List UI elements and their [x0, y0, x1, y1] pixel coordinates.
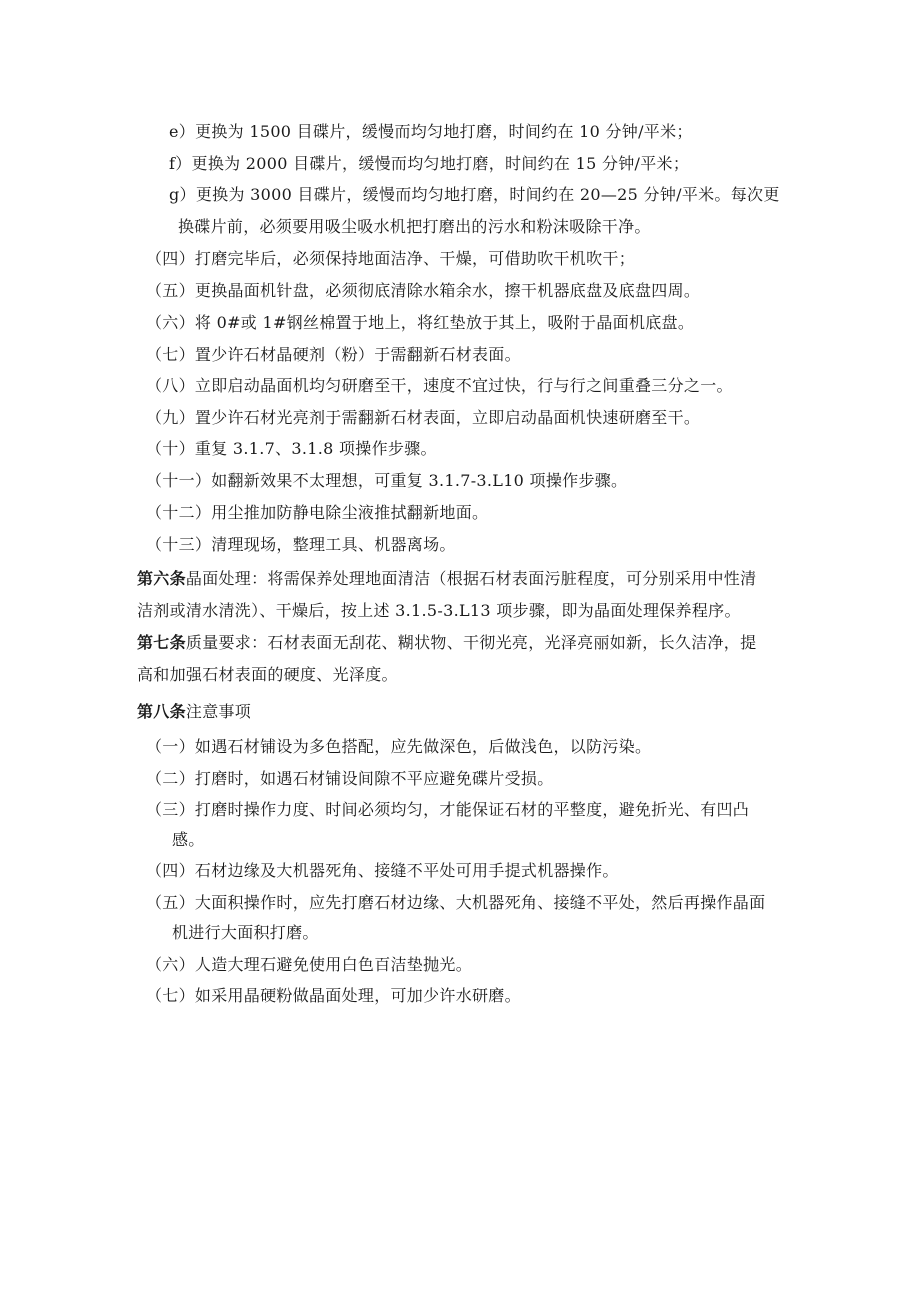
step-g: g）更换为 3000 目碟片，缓慢而均匀地打磨，时间约在 20—25 分钟/平米。每次更	[169, 185, 780, 204]
step-11: （十一）如翻新效果不太理想，可重复 3.1.7-3.L10 项操作步骤。	[146, 471, 628, 490]
note-3: （三）打磨时操作力度、时间必须均匀，才能保证石材的平整度，避免折光、有凹凸	[146, 800, 750, 819]
note-5-continued: 机进行大面积打磨。	[172, 923, 319, 942]
article-7-text: 质量要求：石材表面无刮花、糊状物、干彻光亮，光泽亮丽如新，长久洁净，提	[185, 633, 757, 652]
step-13: （十三）清理现场，整理工具、机器离场。	[146, 535, 456, 554]
step-7: （七）置少许石材晶硬剂（粉）于需翻新石材表面。	[146, 345, 521, 364]
step-5: （五）更换晶面机针盘，必须彻底清除水箱余水，擦干机器底盘及底盘四周。	[146, 281, 701, 300]
step-9: （九）置少许石材光亮剂于需翻新石材表面，立即启动晶面机快速研磨至干。	[146, 408, 701, 427]
article-8-heading: 第八条	[137, 702, 186, 721]
step-e: e）更换为 1500 目碟片，缓慢而均匀地打磨，时间约在 10 分钟/平米；	[169, 122, 693, 141]
article-6-line-1	[137, 568, 756, 590]
note-3-continued: 感。	[172, 830, 205, 849]
step-g-continued: 换碟片前，必须要用吸尘吸水机把打磨出的污水和粉沫吸除干净。	[178, 217, 651, 236]
step-6: （六）将 0#或 1#钢丝棉置于地上，将红垫放于其上，吸附于晶面机底盘。	[146, 313, 695, 332]
step-8: （八）立即启动晶面机均匀研磨至干，速度不宜过快，行与行之间重叠三分之一。	[146, 376, 733, 395]
step-10: （十）重复 3.1.7、3.1.8 项操作步骤。	[146, 439, 437, 458]
step-f: f）更换为 2000 目碟片，缓慢而均匀地打磨，时间约在 15 分钟/平米；	[169, 154, 690, 173]
note-6: （六）人造大理石避免使用白色百洁垫抛光。	[146, 955, 473, 974]
step-4: （四）打磨完毕后，必须保持地面洁净、干燥，可借助吹干机吹干；	[146, 249, 636, 268]
article-8-title: 注意事项	[185, 702, 252, 721]
article-6-heading: 第六条	[137, 569, 186, 588]
note-4: （四）石材边缘及大机器死角、接缝不平处可用手提式机器操作。	[146, 861, 619, 880]
article-7-line-1	[137, 632, 756, 654]
note-1: （一）如遇石材铺设为多色搭配，应先做深色，后做浅色，以防污染。	[146, 737, 652, 756]
note-2: （二）打磨时，如遇石材铺设间隙不平应避免碟片受损。	[146, 769, 554, 788]
article-8-line	[137, 701, 251, 723]
note-7: （七）如采用晶硬粉做晶面处理，可加少许水研磨。	[146, 986, 521, 1005]
article-6-text: 晶面处理：将需保养处理地面清洁（根据石材表面污脏程度，可分别采用中性清	[185, 569, 757, 588]
note-5: （五）大面积操作时，应先打磨石材边缘、大机器死角、接缝不平处，然后再操作晶面	[146, 893, 766, 912]
article-6-line-2: 洁剂或清水清洗）、干燥后，按上述 3.1.5-3.L13 项步骤，即为晶面处理保养程序。	[137, 601, 741, 620]
step-12: （十二）用尘推加防静电除尘液推拭翻新地面。	[146, 503, 489, 522]
article-7-line-2: 高和加强石材表面的硬度、光泽度。	[137, 665, 398, 684]
article-7-heading: 第七条	[137, 633, 186, 652]
